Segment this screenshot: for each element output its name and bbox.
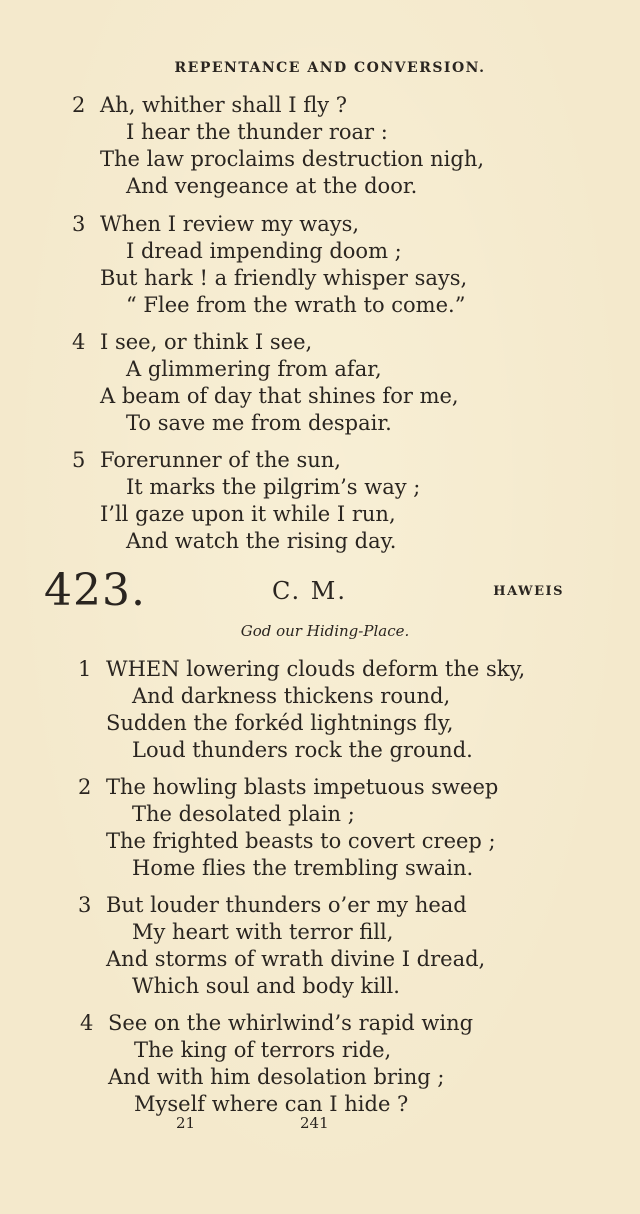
stanza-line: And darkness thickens round, xyxy=(132,684,451,708)
stanza-line: 5 Forerunner of the sun, xyxy=(72,448,341,472)
hymn-title: God our Hiding-Place. xyxy=(240,622,410,640)
hymn-stanza-2 xyxy=(78,774,566,882)
stanza-line: My heart with terror fill, xyxy=(132,920,394,944)
hymn-header xyxy=(44,566,564,622)
stanza-number: 3 xyxy=(72,212,86,236)
stanza-line: 2 The howling blasts impetuous sweep xyxy=(78,775,499,799)
stanza-line: Home flies the trembling swain. xyxy=(132,856,474,880)
stanza-line: And watch the rising day. xyxy=(126,529,397,553)
hymn-author: HAWEIS xyxy=(493,584,564,599)
stanza-line: Which soul and body kill. xyxy=(132,974,400,998)
stanza-line: Sudden the forkéd lightnings fly, xyxy=(106,711,454,735)
page-number: 241 xyxy=(300,1114,329,1132)
hymn-number: 423. xyxy=(44,565,146,616)
hymn-stanza-1 xyxy=(78,656,566,764)
stanza-line: And with him desolation bring ; xyxy=(108,1065,445,1089)
stanza-line: 4 I see, or think I see, xyxy=(72,330,313,354)
stanza-line: Loud thunders rock the ground. xyxy=(132,738,473,762)
running-head: REPENTANCE AND CONVERSION. xyxy=(174,60,486,76)
hymn-stanza-3 xyxy=(78,892,566,1000)
stanza-line: The law proclaims destruction nigh, xyxy=(100,147,485,171)
stanza-line: But hark ! a friendly whisper says, xyxy=(100,266,468,290)
stanza-number: 5 xyxy=(72,448,86,472)
stanza-line: The desolated plain ; xyxy=(132,802,355,826)
stanza-line: 4 See on the whirlwind’s rapid wing xyxy=(80,1011,474,1035)
signature-mark: 21 xyxy=(176,1114,196,1132)
stanza-line: It marks the pilgrim’s way ; xyxy=(126,475,421,499)
stanza-line: 3 But louder thunders o’er my head xyxy=(78,893,467,917)
stanza-number: 3 xyxy=(78,893,92,917)
stanza-number: 4 xyxy=(72,330,86,354)
stanza-line: To save me from despair. xyxy=(126,411,392,435)
stanza-5-top xyxy=(72,447,560,555)
stanza-line: Myself where can I hide ? xyxy=(134,1092,409,1116)
stanza-line: 3 When I review my ways, xyxy=(72,212,360,236)
stanza-number: 2 xyxy=(72,93,86,117)
hymn-meter: C. M. xyxy=(272,577,347,605)
stanza-line: And vengeance at the door. xyxy=(126,174,418,198)
stanza-line: A beam of day that shines for me, xyxy=(100,384,459,408)
stanza-line: 2 Ah, whither shall I fly ? xyxy=(72,93,348,117)
stanza-2-top xyxy=(72,92,560,200)
hymn-stanza-4 xyxy=(80,1010,568,1118)
stanza-line: I’ll gaze upon it while I run, xyxy=(100,502,396,526)
stanza-line: “ Flee from the wrath to come.” xyxy=(126,293,466,317)
stanza-number: 2 xyxy=(78,775,92,799)
stanza-line: And storms of wrath divine I dread, xyxy=(106,947,486,971)
stanza-4-top xyxy=(72,329,560,437)
stanza-line: I dread impending doom ; xyxy=(126,239,402,263)
stanza-number: 4 xyxy=(80,1011,94,1035)
stanza-line: 1 WHEN lowering clouds deform the sky, xyxy=(78,657,526,681)
stanza-number: 1 xyxy=(78,657,92,681)
stanza-line: The frighted beasts to covert creep ; xyxy=(106,829,496,853)
stanza-3-top xyxy=(72,211,560,319)
stanza-line: A glimmering from afar, xyxy=(126,357,382,381)
stanza-line: The king of terrors ride, xyxy=(134,1038,392,1062)
stanza-line: I hear the thunder roar : xyxy=(126,120,388,144)
